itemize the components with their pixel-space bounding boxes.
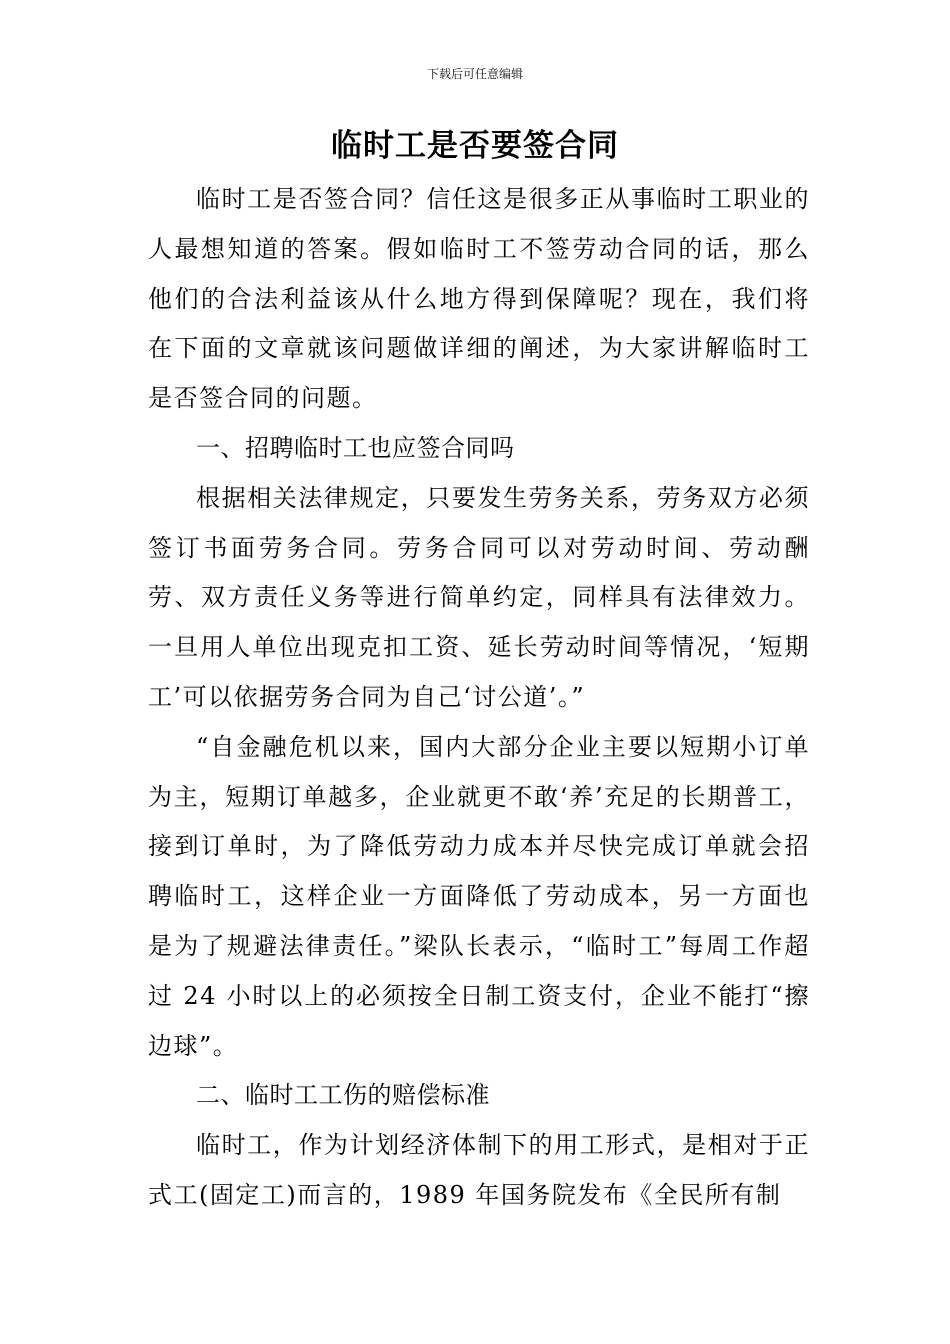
page-header-note: 下载后可任意编辑 — [426, 67, 523, 81]
document-body — [148, 175, 810, 1221]
section-2-paragraph: 临时工，作为计划经济体制下的用工形式，是相对于正式工(固定工)而言的，1989 年国务院发布《全民所有制 — [148, 1131, 810, 1209]
section-heading-1: 一、招聘临时工也应签合同吗 — [196, 433, 515, 462]
document-title: 临时工是否要签合同 — [331, 128, 619, 164]
section-1-paragraph: 根据相关法律规定，只要发生劳务关系，劳务双方必须签订书面劳务合同。劳务合同可以对劳动时间、劳动酬劳、双方责任义务等进行简单约定，同样具有法律效力。一旦用人单位出现克扣工资、延长劳动时间等情况，‘短期工’可以依据劳务合同为自己‘讨公道’。” — [148, 483, 810, 711]
section-heading-2: 二、临时工工伤的赔偿标准 — [196, 1081, 490, 1110]
intro-paragraph: 临时工是否签合同？信任这是很多正从事临时工职业的人最想知道的答案。假如临时工不签劳动合同的话，那么他们的合法利益该从什么地方得到保障呢？现在，我们将在下面的文章就该问题做详细的阐述，为大家讲解临时工是否签合同的问题。 — [148, 185, 810, 413]
quote-paragraph: “自金融危机以来，国内大部分企业主要以短期小订单为主，短期订单越多，企业就更不敢‘养’充足的长期普工，接到订单时，为了降低劳动力成本并尽快完成订单就会招聘临时工，这样企业一方面降低了劳动成本，另一方面也是为了规避法律责任。”梁队长表示，“临时工”每周工作超过 24 小时以上的必须按全日制工资支付，企业不能打“擦边球”。 — [148, 732, 810, 1060]
